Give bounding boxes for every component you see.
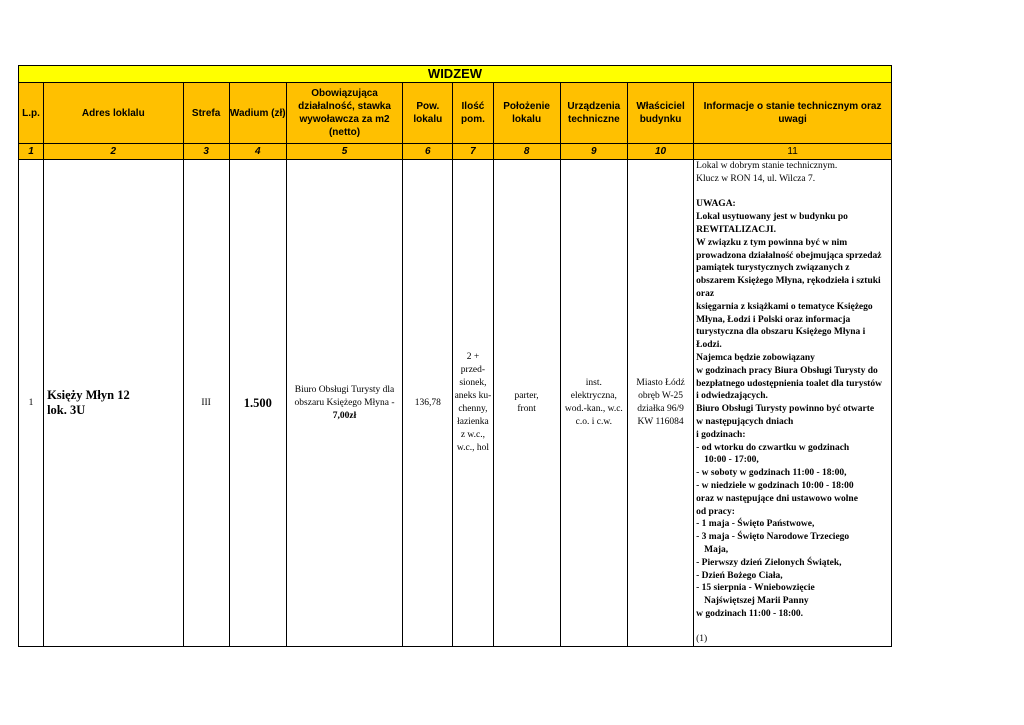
devices-line: wod.-kan., w.c. [564,404,623,415]
location-line: front [517,404,536,415]
header-area: Pow. lokalu [403,83,453,144]
activity-text: Biuro Obsługi Turysty dla obszaru Księżego Młyna - [294,384,395,408]
owner-line: obręb W-25 [638,391,684,402]
rooms-line: sionek, [459,378,487,389]
info-line: Biuro Obsługi Turysty powinno być otwarte [696,404,875,415]
devices-line: c.o. i c.w. [575,417,612,428]
info-line: oraz w następujące dni ustawowo wolne [696,493,858,504]
row-devices [560,160,627,647]
info-line: - w niedziele w godzinach 10:00 - 18:00 [696,480,854,491]
info-line: bezpłatnego udostępnienia toalet dla turystów [696,378,882,389]
row-zone: III [183,160,229,647]
info-line: w następujących dniach [696,416,794,427]
info-line: W związku z tym powinna być w nim [696,237,848,248]
owner-line: działka 96/9 [637,404,684,415]
column-number: 9 [560,144,627,160]
info-line: Najświętszej Marii Panny [704,596,809,607]
row-owner [627,160,693,647]
info-line: i odwiedzających. [696,391,768,402]
row-rooms [453,160,493,647]
column-number: 1 [19,144,44,160]
info-line: oraz [696,288,715,299]
info-line: Lokal usytuowany jest w budynku po [696,212,848,223]
column-number: 2 [44,144,183,160]
info-line: - Pierwszy dzień Zielonych Świątek, [696,557,842,568]
listing-table [18,65,892,647]
column-number: 10 [627,144,693,160]
info-line: - Dzień Bożego Ciała, [696,570,783,581]
info-line: Młyna, Łodzi i Polski oraz informacja [696,314,851,325]
info-line: Lokal w dobrym stanie technicznym. [696,161,838,171]
table-row [19,160,892,647]
info-line: Łodzi. [696,340,722,351]
row-location [493,160,560,647]
row-info [694,160,892,647]
owner-line: Miasto Łódź [636,378,685,389]
column-number: 6 [403,144,453,160]
row-address [44,160,183,647]
info-line: REWITALIZACJI. [696,224,776,235]
header-rooms: Ilość pom. [453,83,493,144]
info-line: - 1 maja - Święto Państwowe, [696,519,815,530]
rooms-line: chenny, [458,404,488,415]
row-activity [286,160,402,647]
column-number: 8 [493,144,560,160]
row-deposit: 1.500 [229,160,286,647]
address-line: lok. 3U [47,403,86,418]
rooms-line: przed- [460,365,486,376]
rooms-line: w.c., hol [456,443,489,454]
location-line: parter, [514,391,539,402]
activity-rate: 7,00zł [332,410,357,421]
column-number: 11 [694,144,892,160]
info-line: Klucz w RON 14, ul. Wilcza 7. [696,173,816,184]
rooms-line: z w.c., [460,430,486,441]
header-devices: Urządzenia techniczne [560,83,627,144]
rooms-line: łazienka [457,417,489,428]
info-line [696,621,891,634]
column-number: 4 [229,144,286,160]
column-number: 5 [286,144,402,160]
info-line: pamiątek turystycznych związanych z [696,263,850,274]
info-line: księgarnia z książkami o tematyce Księżego [696,301,873,312]
info-line: obszarem Księżego Młyna, rękodzieła i sztuki [696,276,881,287]
owner-line: KW 116084 [637,417,684,428]
devices-line: inst. [585,378,602,389]
info-line: - 15 sierpnia - Wniebowzięcie [696,583,815,594]
address-line: Księży Młyn 12 [47,388,130,403]
info-line: (1) [696,634,708,645]
header-address: Adres loklalu [44,83,183,144]
row-area: 136,78 [403,160,453,647]
info-line: Najemca będzie zobowiązany [696,352,815,363]
column-number: 7 [453,144,493,160]
header-deposit: Wadium (zł) [229,83,286,144]
devices-line: elektryczna, [570,391,617,402]
info-line: turystyczna dla obszaru Księżego Młyna i [696,327,866,338]
info-line: i godzinach: [696,429,746,440]
info-line: 10:00 - 17:00, [704,455,759,466]
header-row [19,83,892,144]
info-line: w godzinach 11:00 - 18:00. [696,608,804,619]
info-line [696,186,891,199]
info-line: Maja, [704,544,729,555]
info-line: - od wtorku do czwartku w godzinach [696,442,850,453]
column-number: 3 [183,144,229,160]
header-activity: Obowiązująca działalność, stawka wywoławcza za m2 (netto) [286,83,402,144]
rooms-line: 2 + [466,352,480,363]
info-line: - w soboty w godzinach 11:00 - 18:00, [696,468,847,479]
info-line: od pracy: [696,506,735,517]
district-title: WIDZEW [19,66,892,83]
info-line: w godzinach pracy Biura Obsługi Turysty do [696,365,878,376]
header-zone: Strefa [183,83,229,144]
info-line: UWAGA: [696,199,736,210]
header-location: Położenie lokalu [493,83,560,144]
header-info: Informacje o stanie technicznym oraz uwagi [694,83,892,144]
info-line: prowadzona działalność obejmująca sprzedaż [696,250,882,261]
row-lp: 1 [19,160,44,647]
column-number-row [19,144,892,160]
header-owner: Właściciel budynku [627,83,693,144]
info-line: - 3 maja - Święto Narodowe Trzeciego [696,532,850,543]
header-lp: L.p. [19,83,44,144]
rooms-line: aneks ku- [454,391,492,402]
